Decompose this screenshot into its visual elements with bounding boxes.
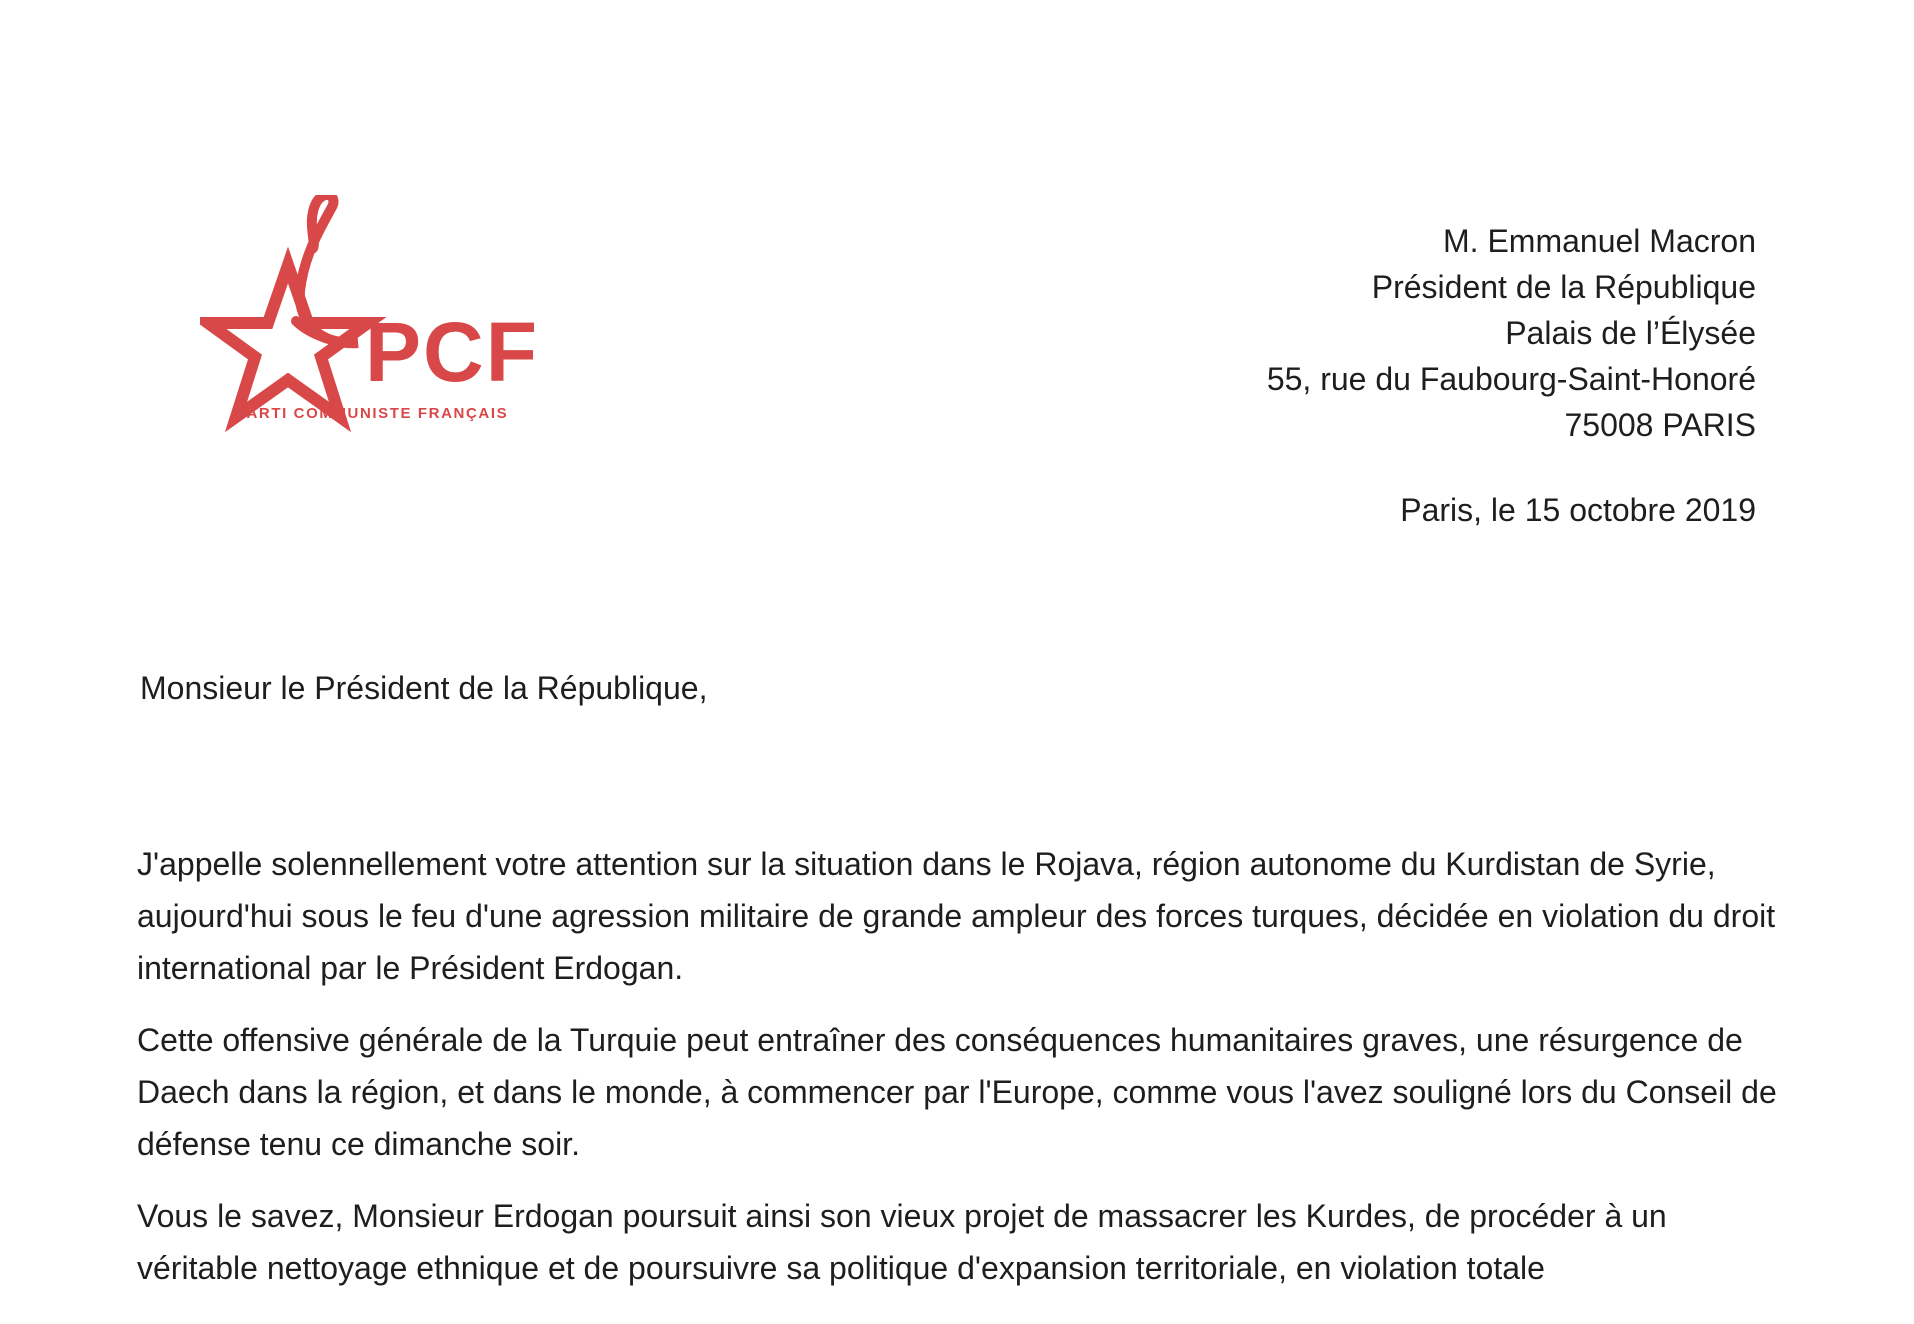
recipient-title: Président de la République bbox=[1371, 269, 1756, 305]
pcf-logo bbox=[200, 195, 540, 435]
recipient-name: M. Emmanuel Macron bbox=[1443, 223, 1756, 259]
body-paragraph: Vous le savez, Monsieur Erdogan poursuit ainsi son vieux projet de massacrer les Kurdes, de procéder à un véritable nettoyage ethnique et de poursuivre sa politique d'expansion territoriale, en violation totale bbox=[137, 1198, 1667, 1286]
recipient-street: 55, rue du Faubourg-Saint-Honoré bbox=[1266, 361, 1756, 397]
body-paragraph: J'appelle solennellement votre attention sur la situation dans le Rojava, région autonome du Kurdistan de Syrie, aujourd'hui sous le feu d'une agression militaire de grande ampleur des forces turques, décidée en violation du droit international par le Président Erdogan. bbox=[137, 846, 1776, 986]
salutation: Monsieur le Président de la République, bbox=[140, 670, 708, 706]
logo-wordmark: PCF bbox=[365, 305, 539, 399]
letter-date: Paris, le 15 octobre 2019 bbox=[1400, 492, 1756, 528]
recipient-palace: Palais de l’Élysée bbox=[1505, 315, 1756, 351]
logo-tagline: PARTI COMMUNISTE FRANÇAIS bbox=[236, 405, 509, 422]
recipient-address bbox=[1267, 218, 1756, 448]
body-paragraph: Cette offensive générale de la Turquie peut entraîner des conséquences humanitaires graves, une résurgence de Daech dans la région, et dans le monde, à commencer par l'Europe, comme vous l'avez souligné lors du Conseil de défense tenu ce dimanche soir. bbox=[137, 1022, 1777, 1162]
recipient-city: 75008 PARIS bbox=[1564, 407, 1756, 443]
letter-body bbox=[137, 838, 1777, 1314]
